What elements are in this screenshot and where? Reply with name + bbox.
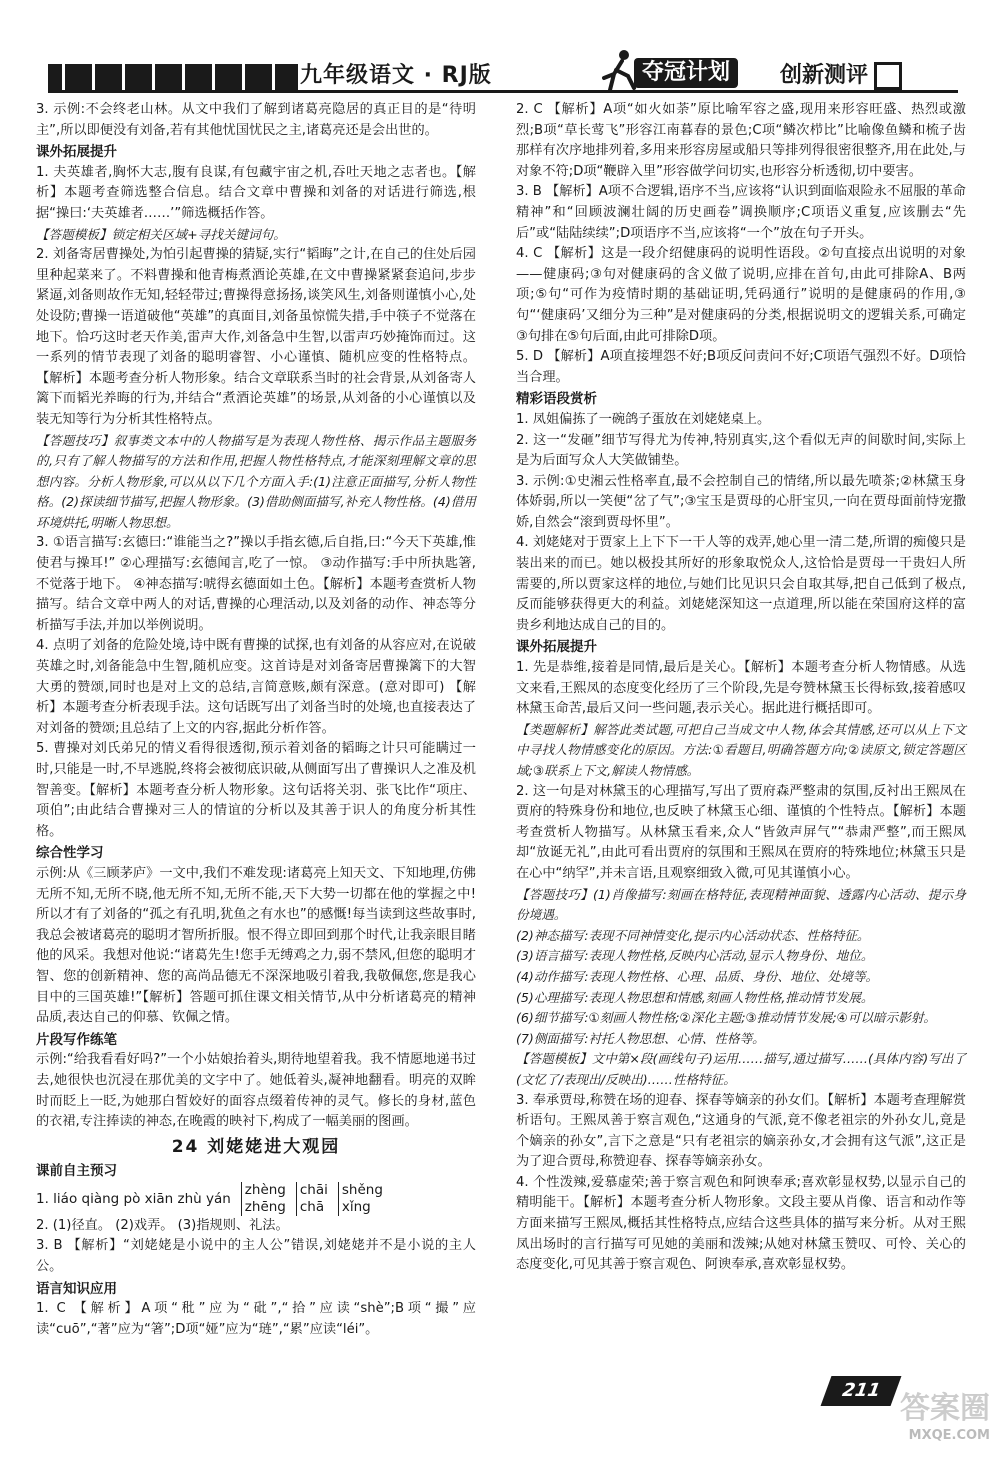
answer-paragraph: 4. 刘姥姥对于贾家上上下下一干人等的戏弄,她心里一清二楚,所谓的痴傻只是装出来的而已。她以极投其所好的形象取悦众人,这恰恰是贾母一干贵妇人所需要的,所以贾家这样的地位,与她们比见识只会自取其辱,把自己低到了极点,反而能够获得更大的利益。刘姥姥深知这一点道理,所以能在荣国府这样的富贵乡利地达成自己的目的。 [516,535,966,633]
pinyin-group [338,1182,383,1216]
answer-paragraph: 3. 示例:不会终老山林。从文中我们了解到诸葛亮隐居的真正目的是“待明主”,所以即便没有刘备,若有其他忧国忧民之主,诸葛亮还是会出世的。 [36,102,476,138]
answer-paragraph: 2. 这一“发砸”细节写得尤为传神,特别真实,这个看似无声的间歇时间,实际上是为后面写众人大笑做铺垫。 [516,432,966,469]
answer-tip: 【答题技巧】(1)肖像描写:刻画在格特征,表现精神面貌、透露内心活动、提示身份境遇。 [516,886,966,923]
answer-paragraph: 1. 凤姐偏拣了一碗鸽子蛋放在刘姥姥桌上。 [516,411,771,427]
answer-paragraph: 4. 点明了刘备的危险处境,诗中既有曹操的试探,也有刘备的从容应对,在说破英雄之时,刘备能急中生智,随机应变。这首诗是对刘备寄居曹操篱下的大智大勇的赞颂,同时也是对上文的总结,言简意赅,颇有深意。(意对即可) 【解析】本题考查分析表现手法。这句话既写出了刘备当时的处境,也直接表达了对刘备的赞颂;且总结了上文的内容,据此分析作答。 [36,638,476,736]
pinyin-lead: 1. liáo qiàng pò xiān zhù yán [36,1190,231,1207]
answer-paragraph: 3. ①语言描写:玄德曰:“谁能当之?”操以手指玄德,后自指,曰:“今天下英雄,惟使君与操耳!” ②心理描写:玄德闻言,吃了一惊。 ③动作描写:手中所执匙箸,不觉落于地下。 ④神态描写:唬得玄德面如土色。【解析】本题考查赏析人物描写。结合文章中两人的对话,曹操的心理活动,以及刘备的动作、神态等分析描写手法,并加以举例说明。 [36,535,476,633]
answer-paragraph: 3. 示例:①史湘云性格率直,最不会控制自己的情绪,所以最先喷茶;②林黛玉身体娇弱,所以一笑便“岔了气”;③宝玉是贾母的心肝宝贝,一向在贾母面前恃宠撒娇,自然会“滚到贾母怀里”。 [516,473,966,530]
answer-tip: (7)侧面描写:衬托人物思想、心情、性格等。 [516,1030,765,1046]
section-heading: 语言知识应用 [36,1280,117,1297]
answer-tip: 【答题模板】锁定相关区域+寻找关键词句。 [36,226,286,242]
brand [780,58,902,90]
answer-paragraph: 1. C 【解析】A项“秕”应为“砒”,“拾”应读“shè”;B项“撮”应读“cuō”,“著”应为“箸”;D项“娅”应为“琏”,“累”应读“léi”。 [36,1301,476,1337]
section-heading: 课外拓展提升 [36,144,117,161]
answer-paragraph: 示例:“给我看看好吗?”一个小姑娘抬着头,期待地望着我。我不情愿地递书过去,她很快也沉浸在那优美的文字中了。她低着头,凝神地翻看。明亮的双眸时而眨上一眨,为她那白皙姣好的面容点缀着传神的灵气。修长的身材,蓝色的衣裙,专注捧读的神态,在晚霞的映衬下,构成了一幅美丽的图画。 [36,1052,476,1130]
answer-paragraph: 3. B 【解析】“刘姥姥是小说中的主人公”错误,刘姥姥并不是小说的主人公。 [36,1238,476,1275]
answer-paragraph: 1. 夫英雄者,胸怀大志,腹有良谋,有包藏宇宙之机,吞吐天地之志者也。【解析】本题考查筛选整合信息。结合文章中曹操和刘备的对话进行筛选,根据“操曰:‘夫英雄者……’”筛选概括作答。 [36,164,476,221]
logo-text: 夺冠计划 [634,58,738,88]
pinyin-group [296,1182,328,1216]
right-column [516,100,966,1276]
watermark [880,1390,990,1460]
section-heading: 精彩语段赏析 [516,391,597,408]
answer-tip: (2)神态描写:表现不同神情变化,提示内心活动状态、性格特征。 [516,927,870,943]
answer-tip: (3)语言描写:表现人物性格,反映内心活动,显示人物身份、地位。 [516,948,874,964]
answer-paragraph: 1. 先是恭维,接着是同情,最后是关心。【解析】本题考查分析人物情感。从选文来看,王熙凤的态度变化经历了三个阶段,先是夸赞林黛玉长得标致,接着感叹林黛玉命苦,最后又问一些问题,表示关心。据此进行概括即可。 [516,660,966,717]
answer-paragraph: 2. 刘备寄居曹操处,为怕引起曹操的猜疑,实行“韬晦”之计,在自己的住处后园里种起菜来了。不料曹操和他青梅煮酒论英雄,在文中曹操紧紧套追问,步步紧逼,刘备则故作无知,轻轻带过;曹操得意扬扬,谈笑风生,刘备则谨慎小心,处处设防;曹操一语道破他“英雄”的真面目,刘备虽惊慌失措,手中筷子不觉落在地下。恰巧这时老天作美,雷声大作,刘备急中生智,以雷声巧妙掩饰而过。这一系列的情节表现了刘备的聪明睿智、小心谨慎、随机应变的性格特点。【解析】本题考查分析人物形象。结合文章联系当时的社会背景,从刘备寄人篱下而韬光养晦的行为,并结合“煮酒论英雄”的场景,从刘备的小心谨慎以及装无知等行为分析其性格特点。 [36,247,476,427]
answer-paragraph: 5. D 【解析】A项直接埋怨不好;B项反问责问不好;C项语气强烈不好。D项恰当合理。 [516,349,966,385]
watermark-text: 答案圈 [900,1391,990,1426]
pinyin-option: shěng [341,1181,383,1198]
pinyin-option: chā [299,1198,325,1215]
answer-paragraph: 4. C 【解析】这是一段介绍健康码的说明性语段。②句直接点出说明的对象——健康码;③句对健康码的含义做了说明,应排在首句,由此可排除A、B两项;⑤句“可作为疫情时期的基础证明,凭码通行”说明的是健康码的作用,③句“‘健康码’又细分为三种”是对健康码的分类,根据说明文的逻辑关系,可确定③句排在⑤句后面,由此可排除D项。 [516,246,966,344]
watermark-url: MXQE.COM [908,1428,990,1443]
pinyin-option: zhēng [244,1198,286,1215]
answer-tip: 【类题解析】解答此类试题,可把自己当成文中人物,体会其情感,还可以从上下文中寻找人物情感变化的原因。方法:①看题目,明确答题方向;②读原文,锁定答题区域;③联系上下文,解读人物情感。 [516,721,966,778]
lesson-title: 24 刘姥姥进大观园 [171,1136,341,1157]
section-heading: 课前自主预习 [36,1163,117,1180]
pinyin-option: zhèng [244,1181,286,1198]
brand-mark-icon [874,62,902,90]
pinyin-group [241,1182,286,1216]
section-heading: 课外拓展提升 [516,639,597,656]
page-header [0,40,1000,100]
answer-paragraph: 2. 这一句是对林黛玉的心理描写,写出了贾府森严整肃的氛围,反衬出王熙凤在贾府的特殊身份和地位,也反映了林黛玉心细、谨慎的个性特点。【解析】本题考查赏析人物描写。从林黛玉看来,众人“皆敛声屏气”“恭肃严整”,而王熙凤却“放诞无礼”,由此可看出贾府的氛围和王熙凤在贾府的特殊地位;林黛玉只是在心中“纳罕”,并未言语,且观察细致入微,可见其谨慎小心。 [516,783,966,881]
answer-tip: 【答题技巧】叙事类文本中的人物描写是为表现人物性格、揭示作品主题服务的,只有了解人物描写的方法和作用,把握人物性格特点,才能深刻理解文章的思想内容。分析人物形象,可以从以下几个方面入手:(1)注意正面描写,分析人物性格。(2)探读细节描写,把握人物形象。(3)借助侧面描写,补充人物性格。(4)借用环境烘托,明晰人物思想。 [36,432,476,530]
answer-tip: 【答题模板】文中第×段(画线句子)运用……描写,通过描写……(具体内容)写出了(文忆了/表现出/反映出)……性格特征。 [516,1051,966,1087]
answer-tip: (5)心理描写:表现人物思想和情感,刻画人物性格,推动情节发展。 [516,989,874,1005]
answer-paragraph: 2. C 【解析】A项“如火如荼”原比喻军容之盛,现用来形容旺盛、热烈或激烈;B项“草长莺飞”形容江南暮春的景色;C项“鳞次栉比”比喻像鱼鳞和梳子齿那样有次序地排列着,多用来形容房屋或船只等排列得很密很整齐,用在此处,与对象不符;D项“鞭辟入里”形容做学问切实,也形容分析透彻,切中要害。 [516,102,966,179]
answer-tip: (6)细节描写:①刻画人物性格;②深化主题;③推动情节发展;④可以暗示影射。 [516,1010,937,1026]
book-title: 九年级语文 · RJ版 [300,63,492,88]
pinyin-option: xǐng [341,1198,371,1215]
answer-paragraph: 3. 奉承贾母,称赞在场的迎春、探春等嫡亲的孙女们。【解析】本题考查理解赏析语句。王熙凤善于察言观色,“这通身的气派,竟不像老祖宗的外孙女儿,竟是个嫡亲的孙女”,言下之意是“只有老祖宗的嫡亲孙女,才会拥有这气派”,这正是为了迎合贾母,称赞迎春、探春等嫡亲孙女。 [516,1092,966,1170]
answer-paragraph: 3. B 【解析】A项不合逻辑,语序不当,应该将“认识到面临艰险永不屈服的革命精神”和“回顾波澜壮阔的历史画卷”调换顺序;C项语义重复,应该删去“先后”或“陆陆续续”;D项语序不当,应该将“一个”放在句子开头。 [516,184,966,241]
answer-tip: (4)动作描写:表现人物性格、心理、品质、身份、地位、处境等。 [516,968,879,984]
answer-paragraph: 2. (1)径直。 (2)戏弄。 (3)指规则、礼法。 [36,1217,289,1233]
section-heading: 综合性学习 [36,845,104,862]
header-stripe [48,64,298,90]
pinyin-option: chāi [299,1181,328,1198]
page-number: 211 [821,1376,902,1406]
answer-paragraph: 示例:从《三顾茅庐》一文中,我们不难发现:诸葛亮上知天文、下知地理,仿佛无所不知,无所不晓,他无所不知,无所不能,天下大势一切都在他的掌握之中!所以才有了刘备的“孤之有孔明,犹鱼之有水也”的感慨!每当读到这些故事时,我总会被诸葛亮的聪明才智所折服。恨不得立即回到那个时代,让我亲眼目睹他的风采。我想对他说:“诸葛先生!您手无缚鸡之力,弱不禁风,但您的聪明才智、您的创新精神、您的高尚品德无不深深地吸引着我,我敬佩您,您是我心目中的三国英雄!”【解析】答题可抓住课文相关情节,从中分析诸葛亮的精神品质,表达自己的仰慕、钦佩之情。 [36,865,476,1026]
answer-paragraph: 4. 个性泼辣,爱慕虚荣;善于察言观色和阿谀奉承;喜欢彰显权势,以显示自己的精明能干。【解析】本题考查分析人物形象。文段主要从肖像、语言和动作等方面来描写王熙凤,概括其性格特点,应结合这些具体的描写来分析。从对王熙凤出场时的言行描写可见她的美丽和泼辣;从她对林黛玉赞叹、可怜、关心的态度变化,可见其善于察言观色、阿谀奉承,喜欢彰显权势。 [516,1174,966,1273]
pinyin-answer [36,1182,476,1216]
section-heading: 片段写作练笔 [36,1031,117,1048]
answer-paragraph: 5. 曹操对刘氏弟兄的情义看得很透彻,预示着刘备的韬晦之计只可能瞒过一时,只能是一时,不早逃脱,终将会被彻底识破,从侧面写出了曹操识人之准及机智善变。【解析】本题考查分析人物形象。这句话将关羽、张飞比作“项庄、项伯”;由此结合曹操对三人的情谊的分析以及其善于识人的角度分析其性格。 [36,741,476,839]
left-column [36,100,476,1340]
brand-text: 创新测评 [780,63,869,88]
